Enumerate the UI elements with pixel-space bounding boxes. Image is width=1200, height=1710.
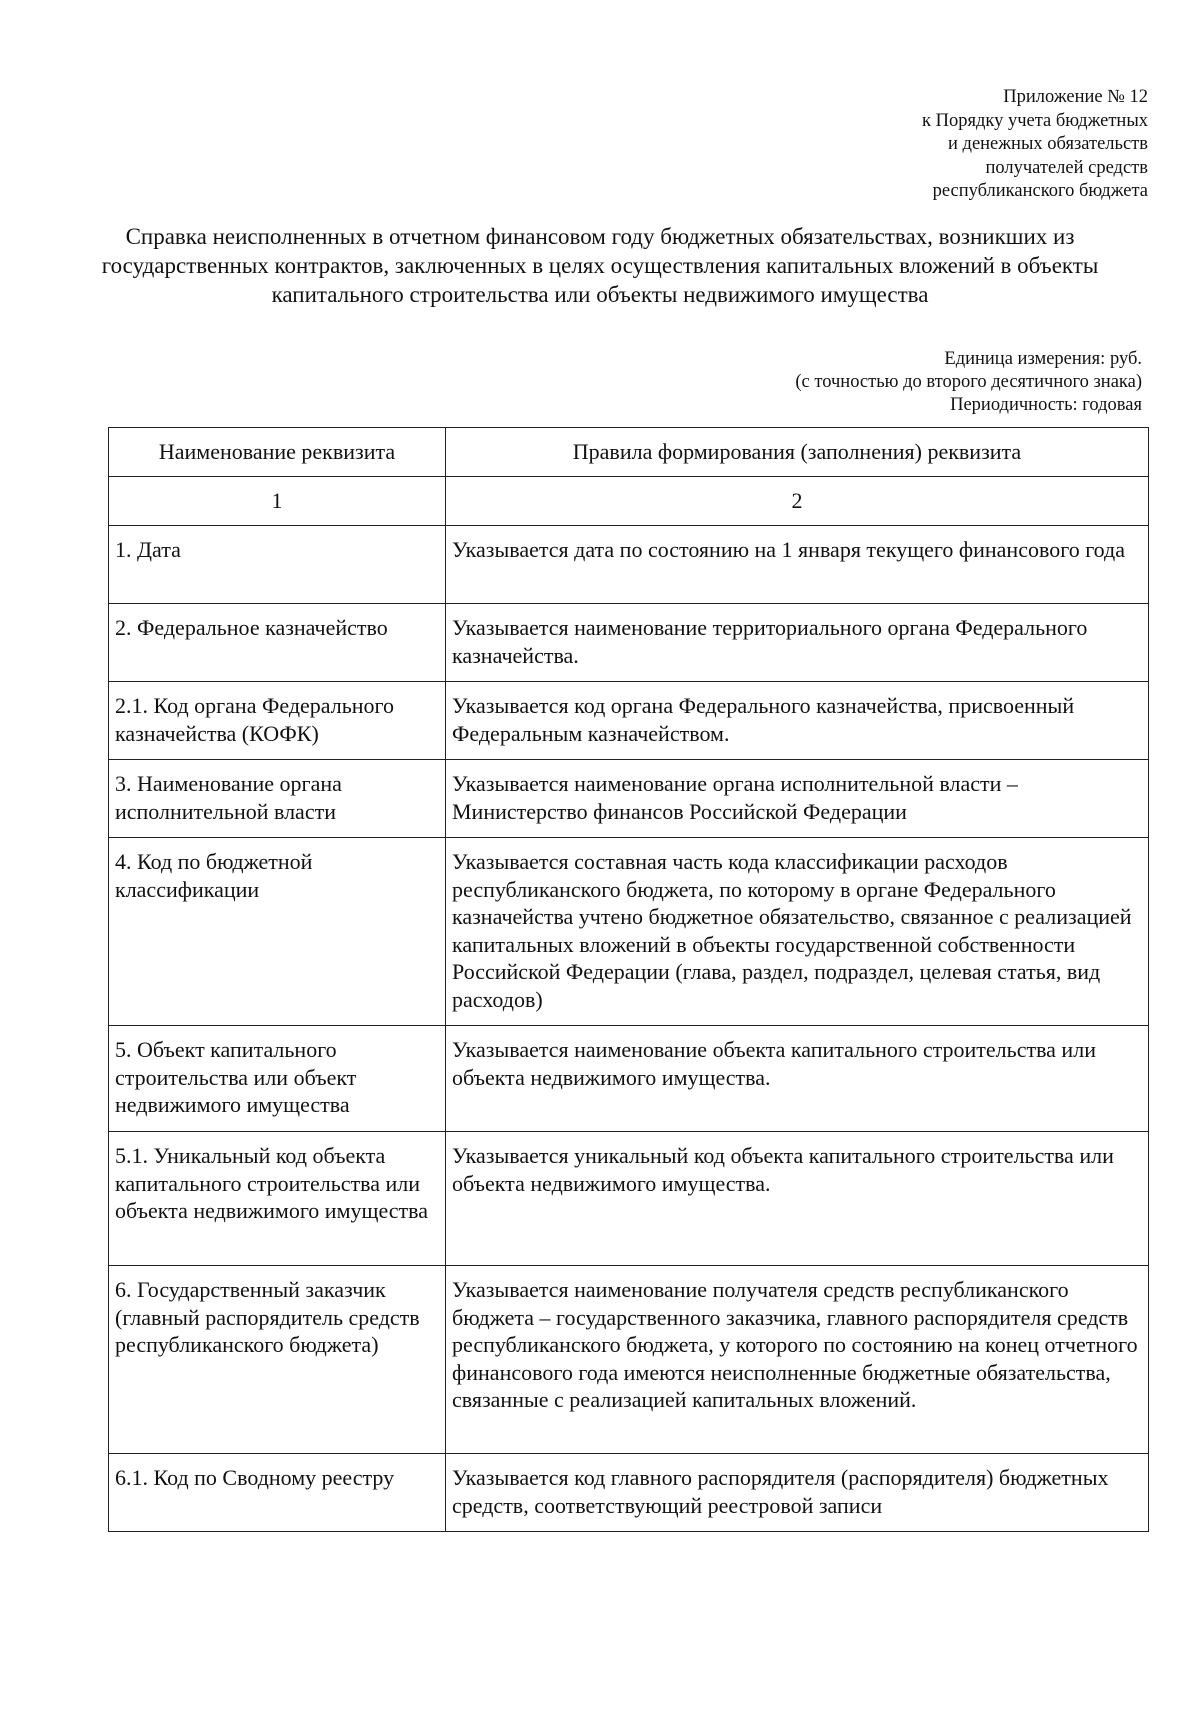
requisites-table xyxy=(108,427,1149,1532)
table-row xyxy=(109,526,1149,604)
units-block xyxy=(795,348,1142,417)
requisite-name: 6.1. Код по Сводному реестру xyxy=(109,1454,446,1532)
table-row xyxy=(109,1132,1149,1266)
requisite-name: 3. Наименование органа исполнительной власти xyxy=(109,760,446,838)
table-header-row xyxy=(109,428,1149,477)
requisite-name: 2.1. Код органа Федерального казначейства (КОФК) xyxy=(109,682,446,760)
requisite-name: 1. Дата xyxy=(109,526,446,604)
table-row xyxy=(109,604,1149,682)
requisite-name: 5.1. Уникальный код объекта капитального строительства или объекта недвижимого имущества xyxy=(109,1132,446,1266)
requisite-rule: Указывается дата по состоянию на 1 января текущего финансового года xyxy=(446,526,1149,604)
requisite-rule: Указывается код главного распорядителя (распорядителя) бюджетных средств, соответствующий реестровой записи xyxy=(446,1454,1149,1532)
table-row xyxy=(109,838,1149,1026)
precision-note: (с точностью до второго десятичного знака) xyxy=(795,372,1142,392)
table-row xyxy=(109,1026,1149,1132)
requisite-name: 4. Код по бюджетной классификации xyxy=(109,838,446,1026)
requisite-rule: Указывается уникальный код объекта капитального строительства или объекта недвижимого имущества. xyxy=(446,1132,1149,1266)
column-number-row xyxy=(109,477,1149,526)
table-row xyxy=(109,760,1149,838)
table-row xyxy=(109,1454,1149,1532)
appendix-header xyxy=(922,86,1148,204)
table-row xyxy=(109,682,1149,760)
requisite-rule: Указывается наименование получателя средств республиканского бюджета – государственного заказчика, главного распорядителя средств республиканского бюджета, у которого по состоянию на конец отчетного финансового года имеются неисполненные бюджетные обязательства, связанные с реализацией капитальных вложений. xyxy=(446,1266,1149,1454)
requisite-rule: Указывается составная часть кода классификации расходов республиканского бюджета, по которому в органе Федерального казначейства учтено бюджетное обязательство, связанное с реализацией капитальных вложений в объекты государственной собственности Российской Федерации (глава, раздел, подраздел, целевая статья, вид расходов) xyxy=(446,838,1149,1026)
appendix-line: и денежных обязательств xyxy=(948,134,1148,154)
requisite-rule: Указывается наименование территориального органа Федерального казначейства. xyxy=(446,604,1149,682)
appendix-line: к Порядку учета бюджетных xyxy=(921,110,1148,131)
appendix-line: Приложение № 12 xyxy=(1003,87,1148,107)
column-number-1: 1 xyxy=(109,477,446,526)
column-number-2: 2 xyxy=(446,477,1149,526)
requisite-name: 2. Федеральное казначейство xyxy=(109,604,446,682)
requisite-name: 6. Государственный заказчик (главный распорядитель средств республиканского бюджета) xyxy=(109,1266,446,1454)
requisite-rule: Указывается наименование органа исполнительной власти – Министерство финансов Российской Федерации xyxy=(446,760,1149,838)
requisite-rule: Указывается код органа Федерального казначейства, присвоенный Федеральным казначейством. xyxy=(446,682,1149,760)
unit-of-measure: Единица измерения: руб. xyxy=(944,349,1142,369)
requisite-name: 5. Объект капитального строительства или объект недвижимого имущества xyxy=(109,1026,446,1132)
appendix-line: республиканского бюджета xyxy=(932,181,1148,201)
periodicity: Периодичность: годовая xyxy=(950,395,1142,415)
requisite-rule: Указывается наименование объекта капитального строительства или объекта недвижимого имущества. xyxy=(446,1026,1149,1132)
header-requisite-rules: Правила формирования (заполнения) реквизита xyxy=(446,428,1149,477)
header-requisite-name: Наименование реквизита xyxy=(109,428,446,477)
appendix-line: получателей средств xyxy=(985,157,1148,178)
document-title: Справка неисполненных в отчетном финансовом году бюджетных обязательствах, возникших из государственных контрактов, заключенных в целях осуществления капитальных вложений в объекты капитального строительства или объекты недвижимого имущества xyxy=(101,224,1099,307)
table-row xyxy=(109,1266,1149,1454)
